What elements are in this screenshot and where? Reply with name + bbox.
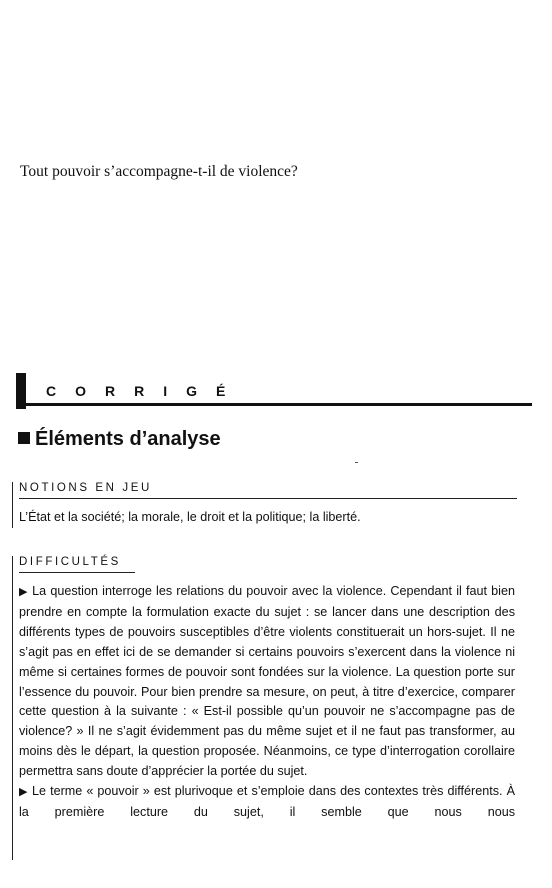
square-bullet-icon: [18, 432, 30, 444]
paragraph-1-text: La question interroge les relations du pouvoir avec la violence. Cependant il faut bien prendre en compte la formulation exacte du sujet : se lancer dans une description des différents types de pouvoirs susceptibles d’être violents constituerait un hors-sujet. Il ne s’agit pas en effet ici de se demander si certains pouvoirs s’exercent dans la violence ni même si certaines formes de pouvoir sont fondées sur la violence. La question porte sur l’essence du pouvoir. Pour bien prendre sa mesure, on peut, à titre d’exercice, comparer cette question à la suivante : « Est-il possible qu’un pouvoir ne s’accompagne pas de violence? » Il ne s’agit évidemment pas du même sujet et il ne faut pas transformer, au moins dès le départ, la question proposée. Néanmoins, ce type d’interrogation corollaire permettra sans doute d’apprécier la portée du sujet.: [19, 584, 515, 779]
difficultes-body: [19, 582, 515, 823]
stray-mark: [355, 462, 358, 463]
triangle-bullet-icon: ▶: [19, 586, 29, 598]
paragraph-2-text: Le terme « pouvoir » est plurivoque et s’emploie dans des contextes très différents. À la première lecture du sujet, il semble que nous nous: [19, 784, 515, 819]
notions-text: L’État et la société; la morale, le droit et la politique; la liberté.: [19, 510, 361, 524]
corrige-rule: [16, 403, 532, 406]
difficultes-paragraph-2: [19, 782, 515, 823]
triangle-bullet-icon: ▶: [19, 786, 29, 799]
difficultes-margin-line: [12, 556, 13, 860]
difficultes-heading-rule: [19, 572, 135, 573]
notions-heading: NOTIONS EN JEU: [19, 482, 152, 494]
section-title-text: Éléments d’analyse: [35, 428, 221, 450]
difficultes-section: [12, 556, 534, 860]
question-title: Tout pouvoir s’accompagne-t-il de violence?: [20, 163, 298, 180]
notions-section: [12, 482, 534, 528]
difficultes-heading: DIFFICULTÉS: [19, 556, 121, 568]
section-title: [18, 428, 221, 451]
corrige-banner: [16, 373, 532, 409]
notions-margin-line: [12, 482, 13, 528]
notions-heading-rule: [19, 498, 517, 499]
difficultes-paragraph-1: [19, 582, 515, 782]
corrige-label: CORRIGÉ: [46, 383, 245, 399]
